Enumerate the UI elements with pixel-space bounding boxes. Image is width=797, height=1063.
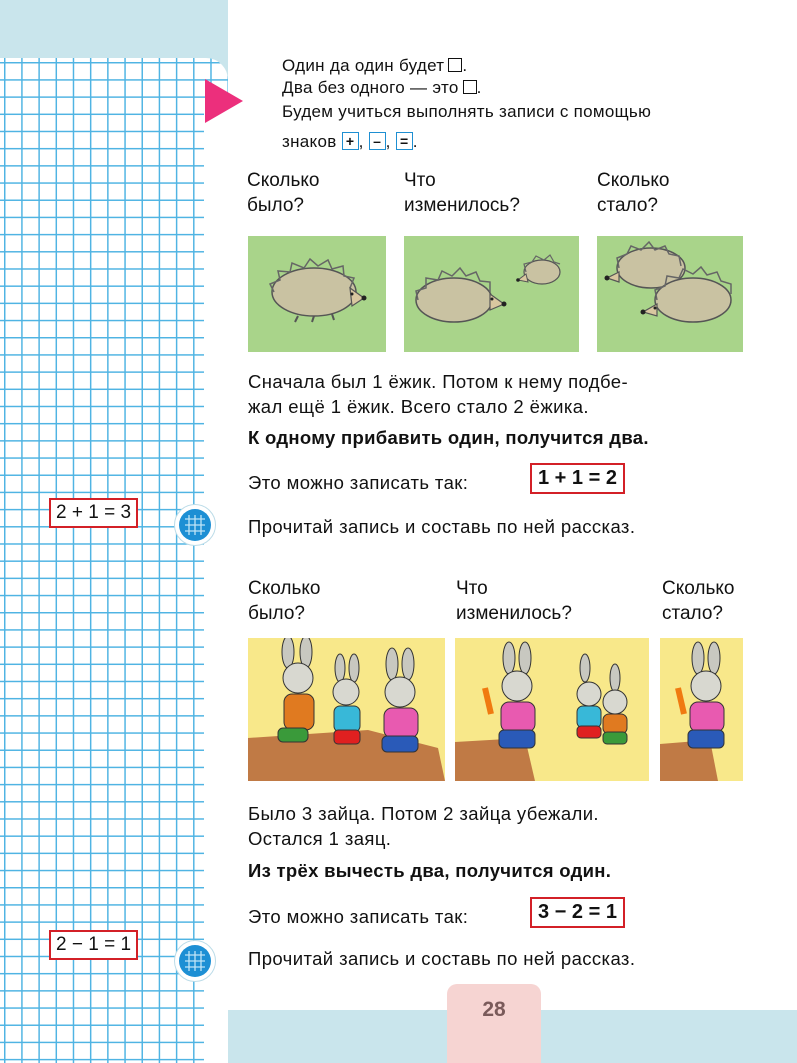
rabbit-picture-three: [660, 638, 743, 781]
hedgehog-picture-three: [597, 236, 743, 352]
hedgehog-picture-two: [404, 236, 579, 352]
intro-line-4: знаков + , – , = .: [282, 132, 418, 151]
subtraction-rule: Из трёх вычесть два, получится один.: [248, 860, 612, 881]
equation-box-addition: 1 + 1 = 2: [530, 463, 625, 494]
grid-paper-margin: [0, 58, 228, 1063]
page-number-tab: [447, 984, 541, 1063]
question-change-2: Что изменилось?: [456, 578, 572, 624]
question-after: Сколько стало?: [597, 170, 670, 216]
intro-line-1: Один да один будет .: [282, 56, 468, 75]
addition-rule: К одному прибавить один, получится два.: [248, 427, 649, 448]
question-before-2: Сколько было?: [248, 578, 321, 624]
intro-line-3: Будем учиться выполнять записи с помощью: [282, 102, 652, 121]
question-after-2: Сколько стало?: [662, 578, 735, 624]
story-line-1: Сначала был 1 ёжик. Потом к нему подбе-: [248, 371, 629, 392]
pink-triangle-marker-icon: [205, 79, 243, 123]
blank-box-icon: [463, 80, 477, 94]
record-prompt: Это можно записать так:: [248, 472, 469, 493]
intro-line-2: Два без одного — это .: [282, 78, 482, 97]
sidebar-equation-2: 2 − 1 = 1: [49, 930, 138, 960]
equals-sign-box: =: [396, 132, 413, 150]
task-instruction: Прочитай запись и составь по ней рассказ.: [248, 516, 636, 537]
story2-line-2: Остался 1 заяц.: [248, 828, 392, 849]
sidebar-equation-1: 2 + 1 = 3: [49, 498, 138, 528]
grid-paper-edge: [204, 100, 228, 1063]
minus-sign-box: –: [369, 132, 386, 150]
story-line-2: жал ещё 1 ёжик. Всего стало 2 ёжика.: [248, 396, 589, 417]
task-instruction-2: Прочитай запись и составь по ней рассказ.: [248, 948, 636, 969]
rabbit-picture-two: [455, 638, 649, 781]
question-change: Что изменилось?: [404, 170, 520, 216]
story2-line-1: Было 3 зайца. Потом 2 зайца убежали.: [248, 803, 599, 824]
grid-circle-icon: [174, 940, 216, 982]
record-prompt-2: Это можно записать так:: [248, 906, 469, 927]
page-number: 28: [482, 998, 506, 1021]
rabbit-picture-one: [248, 638, 445, 781]
blank-box-icon: [448, 58, 462, 72]
plus-sign-box: +: [342, 132, 359, 150]
equation-box-subtraction: 3 − 2 = 1: [530, 897, 625, 928]
hedgehog-picture-one: [248, 236, 386, 352]
grid-circle-icon: [174, 504, 216, 546]
question-before: Сколько было?: [247, 170, 320, 216]
